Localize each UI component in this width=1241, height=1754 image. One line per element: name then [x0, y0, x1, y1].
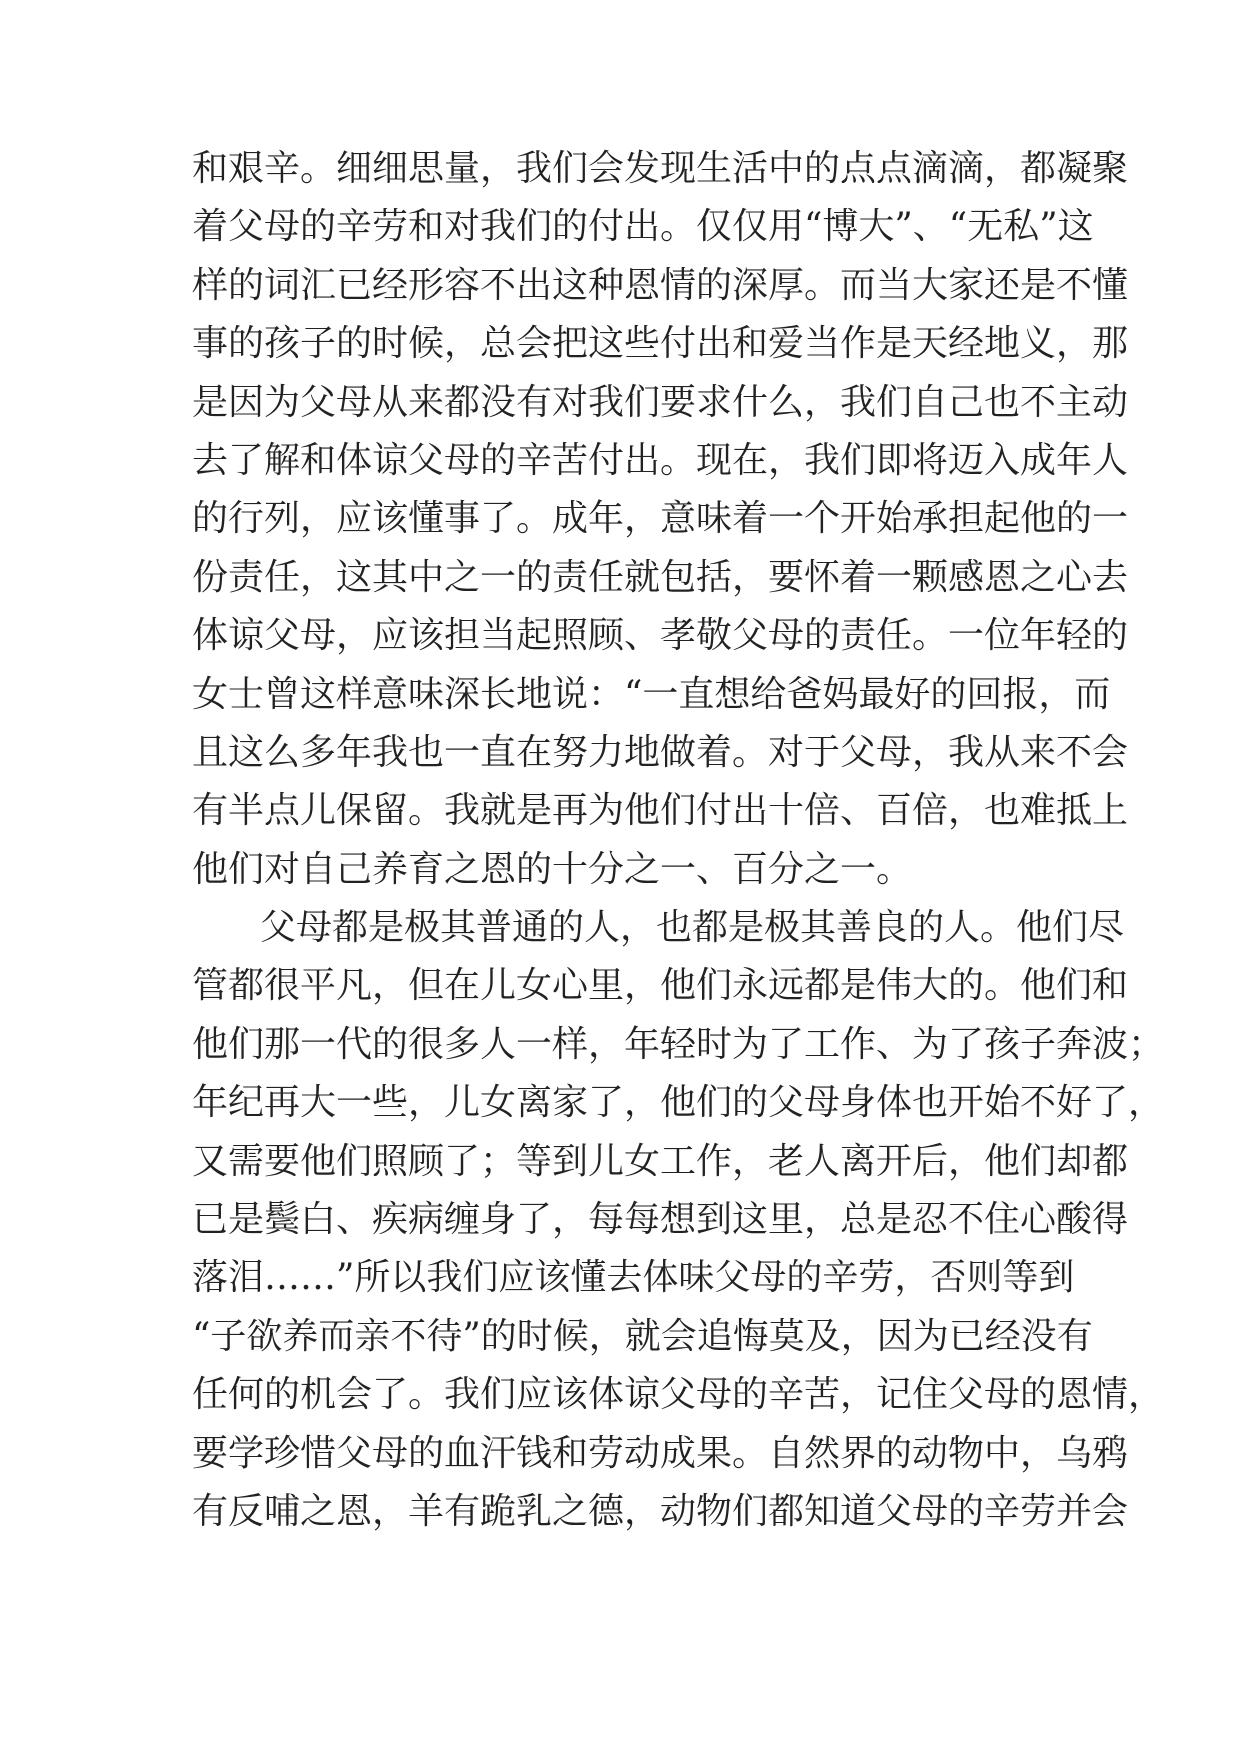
text-line: 着父母的辛劳和对我们的付出。仅仅用“博大”、“无私”这: [192, 206, 1094, 248]
text-line: 已是鬓白、疾病缠身了，每每想到这里，总是忍不住心酸得: [192, 1199, 1129, 1241]
paragraph-end-line: 他们对自己养育之恩的十分之一、百分之一。: [192, 848, 913, 890]
text-line: 和艰辛。细细思量，我们会发现生活中的点点滴滴，都凝聚: [192, 148, 1129, 189]
text-line: 份责任，这其中之一的责任就包括，要怀着一颗感恩之心去: [192, 556, 1129, 598]
text-line: 样的词汇已经形容不出这种恩情的深厚。而当大家还是不懂: [192, 264, 1129, 306]
body-text: [192, 140, 1165, 1541]
text-line: 年纪再大一些，儿女离家了，他们的父母身体也开始不好了，: [192, 1082, 1165, 1124]
text-line: 他们那一代的很多人一样，年轻时为了工作、为了孩子奔波；: [192, 1023, 1165, 1065]
text-line: 去了解和体谅父母的辛苦付出。现在，我们即将迈入成年人: [192, 439, 1129, 481]
text-line: 任何的机会了。我们应该体谅父母的辛苦，记住父母的恩情，: [192, 1374, 1165, 1416]
text-line: 有反哺之恩，羊有跪乳之德，动物们都知道父母的辛劳并会: [192, 1490, 1129, 1532]
text-line: 管都很平凡，但在儿女心里，他们永远都是伟大的。他们和: [192, 965, 1129, 1007]
text-line: 事的孩子的时候，总会把这些付出和爱当作是天经地义，那: [192, 323, 1129, 365]
text-line: 女士曾这样意味深长地说：“一直想给爸妈最好的回报，而: [192, 673, 1111, 715]
text-line: 又需要他们照顾了；等到儿女工作，老人离开后，他们却都: [192, 1140, 1129, 1182]
paragraph-start-line: 父母都是极其普通的人，也都是极其善良的人。他们尽: [260, 907, 1125, 949]
text-line: “子欲养而亲不待”的时候，就会追悔莫及，因为已经没有: [192, 1315, 1093, 1357]
text-line: 体谅父母，应该担当起照顾、孝敬父母的责任。一位年轻的: [192, 615, 1129, 657]
text-line: 有半点儿保留。我就是再为他们付出十倍、百倍，也难抵上: [192, 790, 1129, 832]
text-line: 且这么多年我也一直在努力地做着。对于父母，我从来不会: [192, 731, 1129, 773]
text-line: 落泪……”所以我们应该懂去体味父母的辛劳，否则等到: [192, 1257, 1075, 1299]
text-line: 要学珍惜父母的血汗钱和劳动成果。自然界的动物中，乌鸦: [192, 1432, 1129, 1474]
text-line: 是因为父母从来都没有对我们要求什么，我们自己也不主动: [192, 381, 1129, 423]
text-line: 的行列，应该懂事了。成年，意味着一个开始承担起他的一: [192, 498, 1129, 540]
